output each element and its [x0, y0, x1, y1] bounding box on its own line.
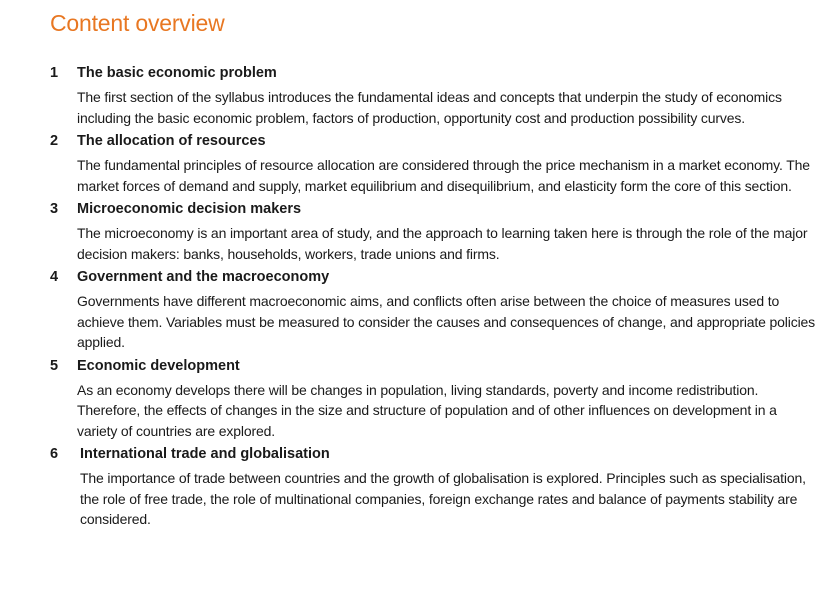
section-description: The fundamental principles of resource allocation are considered through the price mechanism in a market economy. The market forces of demand and supply, market equilibrium and disequilibrium, and elasticity form the core of this section.: [77, 157, 810, 194]
section-item: [50, 267, 818, 353]
section-description: The importance of trade between countries and the growth of globalisation is explored. Principles such as specialisation, the role of free trade, the role of multinational companies, foreign exchange rates and balance of payments stability are considered.: [80, 470, 806, 527]
content-overview-list: [50, 63, 818, 530]
section-description: As an economy develops there will be changes in population, living standards, poverty and income redistribution. Therefore, the effects of changes in the size and structure of population and of other influences on development in a variety of countries are explored.: [77, 381, 777, 439]
section-item: [50, 444, 818, 530]
section-item: [50, 199, 818, 264]
page-title: Content overview: [50, 10, 225, 36]
section-heading: Government and the macroeconomy: [77, 269, 330, 285]
section-description: The first section of the syllabus introduces the fundamental ideas and concepts that underpin the study of economics including the basic economic problem, factors of production, opportunity cost and production possibility curves.: [77, 89, 782, 126]
section-heading: The allocation of resources: [77, 133, 266, 149]
section-item: [50, 131, 818, 196]
section-item: [50, 356, 818, 442]
section-heading: Microeconomic decision makers: [77, 201, 302, 217]
section-heading: International trade and globalisation: [80, 446, 330, 462]
section-number: 2: [50, 133, 59, 149]
section-heading: The basic economic problem: [77, 65, 277, 81]
section-heading: Economic development: [77, 357, 240, 374]
section-item: [50, 63, 818, 128]
section-number: 3: [50, 201, 59, 217]
section-description: The microeconomy is an important area of study, and the approach to learning taken here is through the role of the major decision makers: banks, households, workers, trade unions and firms.: [77, 225, 808, 262]
section-number: 4: [50, 269, 59, 285]
section-number: 5: [50, 357, 59, 374]
section-number: 1: [50, 65, 59, 81]
section-description: Governments have different macroeconomic aims, and conflicts often arise between the choice of measures used to achieve them. Variables must be measured to consider the causes and consequences of change, and appropriate policies applied.: [77, 293, 816, 350]
section-number: 6: [50, 446, 59, 462]
